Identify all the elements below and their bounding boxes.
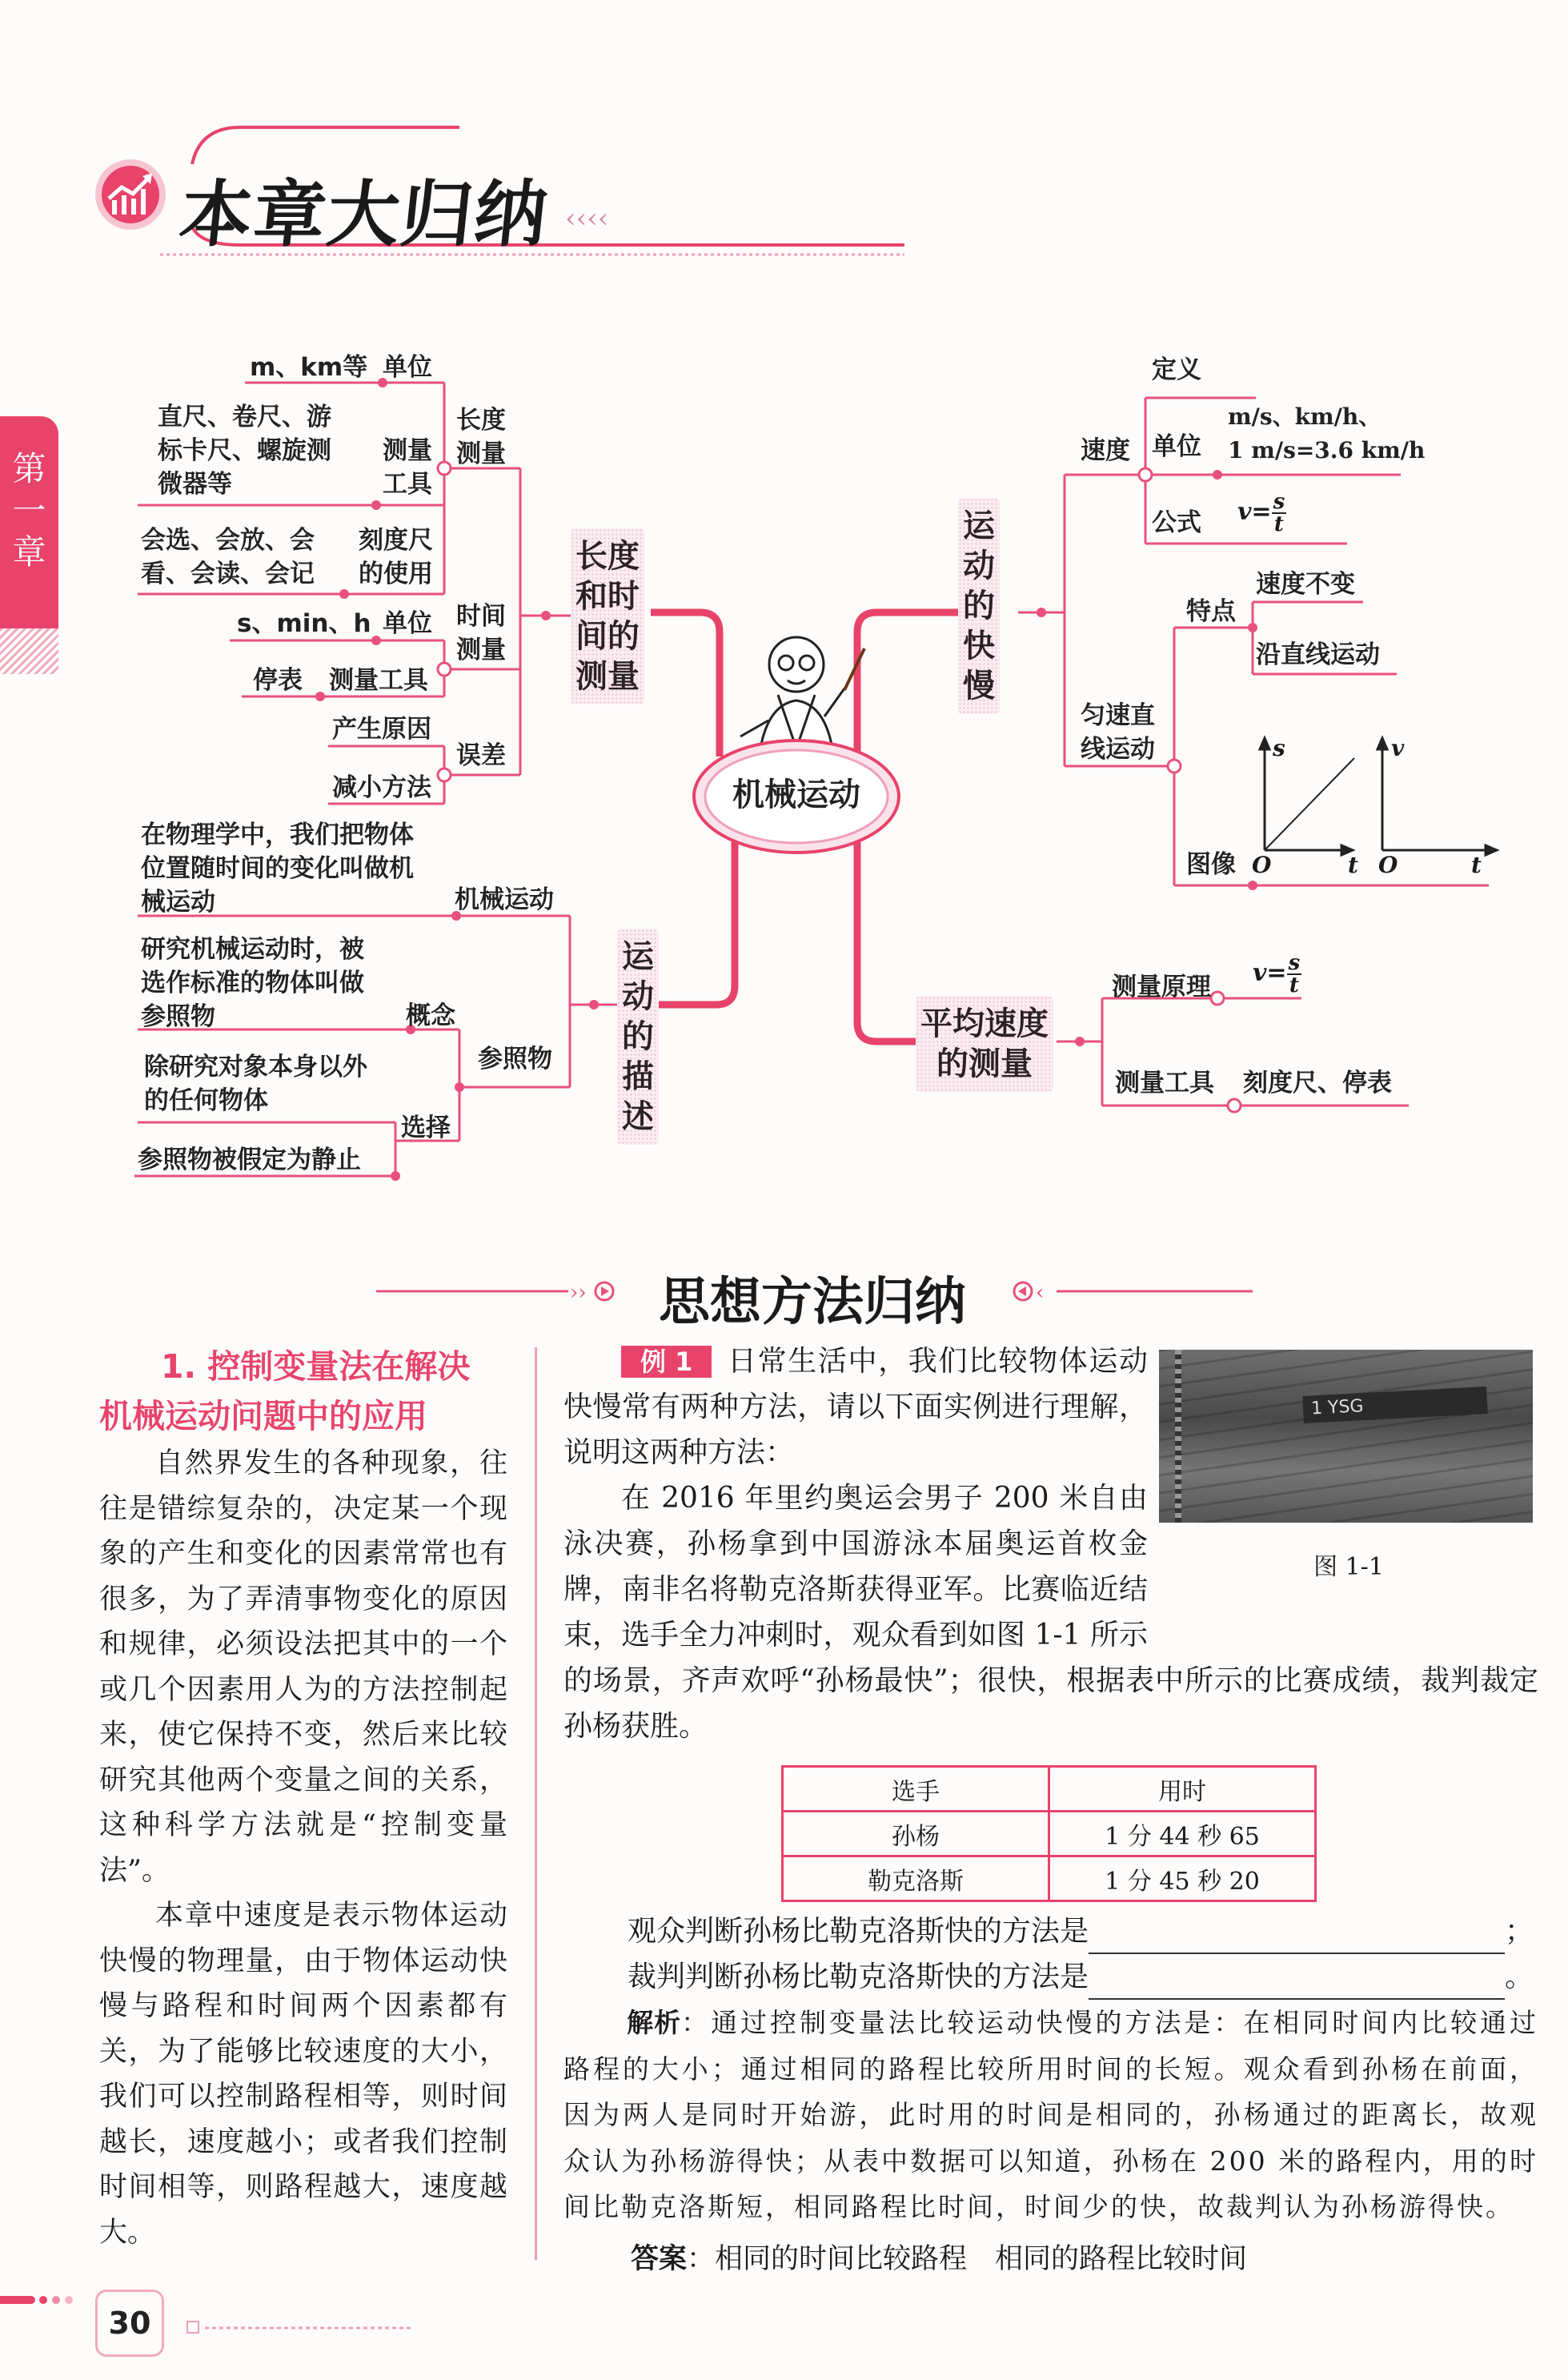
footer-bar bbox=[0, 2296, 35, 2304]
method-paragraph: 自然界发生的各种现象，往往是错综复杂的，决定某一个现象的产生和变化的因素常常也有很多，为了弄清事物变化的原因和规律，必须设法把其中的一个或几个因素用人为的方法控制起来，使它保持不变，然后来比较研究其他两个变量之间的关系，这种科学方法就是“控制变量法”。 bbox=[99, 1447, 507, 1887]
length-tools-value: 直尺、卷尺、游 标卡尺、螺旋测 微器等 bbox=[158, 403, 331, 499]
svg-text:‹‹‹‹: ‹‹‹‹ bbox=[565, 203, 609, 235]
uniform-graph-label: 图像 bbox=[1186, 850, 1236, 879]
answer-blank-1[interactable] bbox=[1089, 1920, 1505, 1954]
lane-rope bbox=[1175, 1350, 1181, 1523]
table-cell: 1 分 44 秒 65 bbox=[1049, 1812, 1316, 1856]
vt-graph-t-label: t bbox=[1471, 852, 1482, 878]
uniform-feature-2: 沿直线运动 bbox=[1256, 640, 1380, 669]
chevron-right-icon: ›› bbox=[570, 1281, 587, 1305]
formula-numerator: s bbox=[1288, 951, 1301, 975]
st-y-arrow bbox=[1260, 738, 1269, 749]
swimming-race-photo bbox=[1159, 1350, 1533, 1523]
question-1 bbox=[563, 1908, 1538, 1954]
vt-graph-v-label: v bbox=[1391, 735, 1405, 761]
error-title: 误差 bbox=[456, 741, 506, 770]
formula-denominator: t bbox=[1273, 512, 1284, 536]
branch-speed: 运 动 的 快 慢 bbox=[958, 498, 1000, 714]
analysis-text: ：通过控制变量法比较运动快慢的方法是：在相同时间内比较通过路程的大小；通过相同的路程比较所用时间的长短。观众看到孙杨在前面，因为两人是同时开始游，此时用的时间是相同的，孙杨通过的距离长，故观众认为孙杨游得快；从表中数据可以知道，孙杨在 200 米的路程内，用的时间比勒克洛斯短，相同路程比时间，时间少的快，故裁判认为孙杨游得快。 bbox=[563, 2007, 1539, 2222]
reference-choice-label: 选择 bbox=[401, 1114, 451, 1142]
table-cell: 1 分 45 秒 20 bbox=[1049, 1856, 1316, 1901]
answer-text: ：相同的时间比较路程 相同的路程比较时间 bbox=[687, 2242, 1248, 2275]
ruler-usage-label: 刻度尺 的使用 bbox=[359, 526, 433, 588]
table-header: 用时 bbox=[1049, 1767, 1316, 1812]
average-principle-label: 测量原理 bbox=[1112, 973, 1211, 1001]
time-measure-title: 时间 测量 bbox=[456, 602, 506, 664]
answer-blank-2[interactable] bbox=[1089, 1966, 1505, 2000]
average-tools-value: 刻度尺、停表 bbox=[1243, 1069, 1392, 1098]
table-row bbox=[783, 1812, 1316, 1856]
column-divider bbox=[535, 1347, 537, 2260]
length-unit-label: 单位 bbox=[383, 353, 432, 382]
chevron-left-icon: ‹ bbox=[1036, 1281, 1045, 1305]
chapter-tab: 第 一 章 bbox=[0, 416, 58, 628]
table-header: 选手 bbox=[783, 1767, 1049, 1812]
uniform-feature-label: 特点 bbox=[1186, 597, 1236, 626]
st-graph-t-label: t bbox=[1348, 852, 1358, 878]
question-2 bbox=[563, 1954, 1538, 2000]
question-2-end: 。 bbox=[1505, 1961, 1534, 1993]
speed-title: 速度 bbox=[1081, 436, 1130, 465]
average-formula bbox=[1253, 953, 1301, 996]
method-heading-line2: 机械运动问题中的应用 bbox=[99, 1397, 427, 1435]
speed-unit-label: 单位 bbox=[1152, 432, 1201, 461]
lane-marker: 1 YSG bbox=[1302, 1387, 1487, 1423]
figure-1-1 bbox=[1159, 1338, 1538, 1620]
method-paragraph: 本章中速度是表示物体运动快慢的物理量，由于物体运动快慢与路程和时间两个因素都有关，为了能够比较速度的大小，我们可以控制路程相等，则时间越长，速度越小；或者我们控制时间相等，则路程越大，速度越大。 bbox=[99, 1900, 507, 2249]
question-2-text: 裁判判断孙杨比勒克洛斯快的方法是 bbox=[628, 1961, 1089, 1993]
branch-length-time: 长度 和时 间的 测量 bbox=[571, 528, 644, 704]
speed-definition: 定义 bbox=[1152, 355, 1201, 384]
motion-graphs bbox=[1260, 738, 1497, 855]
error-reduce: 减小方法 bbox=[332, 773, 431, 802]
page-number: 30 bbox=[95, 2290, 164, 2357]
table-header-row bbox=[783, 1767, 1316, 1812]
uniform-motion-title: 匀速直 线运动 bbox=[1081, 701, 1155, 764]
motion-label: 机械运动 bbox=[455, 885, 554, 914]
method-heading-line1: 1. 控制变量法在解决 bbox=[161, 1347, 471, 1386]
formula-denominator: t bbox=[1289, 973, 1299, 997]
question-1-text: 观众判断孙杨比勒克洛斯快的方法是 bbox=[628, 1915, 1089, 1948]
formula-lhs: v= bbox=[1237, 498, 1272, 526]
reference-concept-label: 概念 bbox=[406, 1001, 455, 1030]
ruler-usage-value: 会选、会放、会 看、会读、会记 bbox=[141, 526, 315, 588]
results-table bbox=[781, 1765, 1317, 1902]
branch-motion-description: 运 动 的 描 述 bbox=[617, 929, 659, 1145]
speed-formula bbox=[1237, 492, 1286, 535]
reference-choice-value: 除研究对象本身以外 的任何物体 bbox=[144, 1053, 367, 1115]
reference-label: 参照物 bbox=[478, 1045, 552, 1074]
table-cell: 孙杨 bbox=[783, 1812, 1049, 1856]
teacher-cartoon-icon bbox=[740, 637, 864, 749]
section-title: 思想方法归纳 bbox=[659, 1273, 966, 1332]
time-tool-value: 停表 bbox=[253, 666, 303, 695]
vt-y-arrow bbox=[1378, 738, 1387, 749]
page-title: 本章大归纳 bbox=[175, 173, 553, 257]
figure-caption: 图 1-1 bbox=[1313, 1553, 1384, 1581]
time-tool-label: 测量工具 bbox=[329, 666, 428, 695]
answer bbox=[563, 2237, 1538, 2283]
time-unit-value: s、min、h bbox=[237, 609, 371, 638]
speed-formula-label: 公式 bbox=[1152, 508, 1201, 537]
vt-x-arrow bbox=[1486, 845, 1497, 855]
analysis-label: 解析 bbox=[627, 2007, 682, 2038]
formula-lhs: v= bbox=[1253, 959, 1287, 987]
branch-average-speed: 平均速度 的测量 bbox=[916, 996, 1053, 1092]
st-graph-origin: O bbox=[1252, 852, 1272, 878]
question-1-end: ； bbox=[1505, 1915, 1534, 1948]
length-tools-label: 测量 工具 bbox=[383, 436, 432, 499]
average-tools-label: 测量工具 bbox=[1115, 1069, 1214, 1098]
example-intro: 日常生活中，我们比较物体运动快慢常有两种方法，请以下面实例进行理解，说明这两种方法： bbox=[563, 1345, 1148, 1469]
method-text bbox=[99, 1441, 507, 2255]
example-story: 在 2016 年里约奥运会男子 200 米自由泳决赛，孙杨拿到中国游泳本届奥运首枚金牌，南非名将勒克洛斯获得亚军。比赛临近结束，选手全力冲刺时，观众看到如图 1-1 所示的场景，齐声欢呼“孙杨最快”；很快，根据表中所示的比赛成绩，裁判裁定孙杨获胜。 bbox=[563, 1482, 1538, 1743]
table-row bbox=[783, 1856, 1316, 1901]
example-badge: 例 1 bbox=[621, 1346, 712, 1378]
reference-static: 参照物被假定为静止 bbox=[138, 1146, 361, 1174]
time-unit-label: 单位 bbox=[383, 609, 432, 638]
reference-concept-value: 研究机械运动时，被 选作标准的物体叫做 参照物 bbox=[141, 935, 364, 1031]
example-block bbox=[563, 1338, 1538, 2282]
uniform-feature-1: 速度不变 bbox=[1256, 570, 1355, 599]
motion-definition: 在物理学中，我们把物体 位置随时间的变化叫做机 械运动 bbox=[141, 821, 414, 917]
st-line bbox=[1265, 758, 1354, 850]
table-cell: 勒克洛斯 bbox=[783, 1856, 1049, 1901]
length-unit-value: m、km等 bbox=[250, 353, 368, 382]
vt-graph-origin: O bbox=[1378, 852, 1398, 878]
st-graph-s-label: s bbox=[1273, 735, 1285, 761]
speed-unit-value: m/s、km/h、 1 m/s=3.6 km/h bbox=[1228, 403, 1426, 464]
center-topic: 机械运动 bbox=[732, 777, 860, 813]
analysis bbox=[563, 2000, 1538, 2230]
answer-label: 答案 bbox=[631, 2242, 688, 2275]
formula-numerator: s bbox=[1273, 490, 1285, 514]
length-measure-title: 长度 测量 bbox=[456, 406, 506, 468]
error-cause: 产生原因 bbox=[332, 715, 431, 744]
